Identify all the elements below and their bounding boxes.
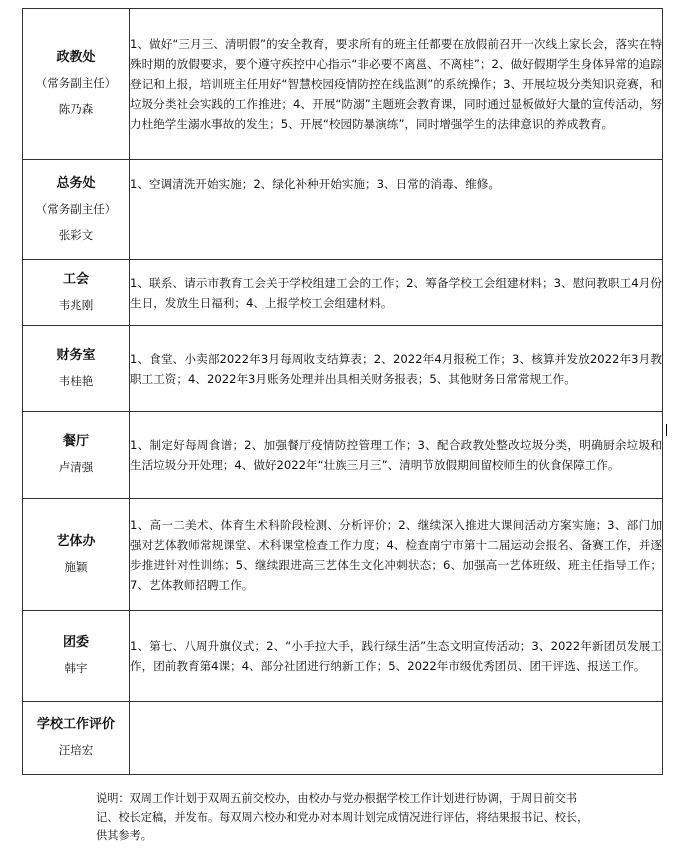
work-plan-table — [22, 8, 663, 775]
dept-name: 艺体办 — [56, 533, 96, 549]
task-content: 1、联系、请示市教育工会关于学校组建工会的工作；2、筹备学校工会组建材料；3、慰问教职工4月份生日，发放生日福利；4、上报学校工会组建材料。 — [130, 260, 663, 326]
footnote: 说明：双周工作计划于双周五前交校办，由校办与党办根据学校工作计划进行协调，于周日前交书记、校长定稿，并发布。每双周六校办和党办对本周计划完成情况进行评估，将结果报书记、校长，供其参考。 — [96, 792, 589, 842]
dept-cell — [23, 326, 130, 412]
table-row-arts-sports — [23, 499, 663, 611]
dept-name: 工会 — [62, 271, 89, 287]
table-row-general-affairs — [23, 160, 663, 260]
dept-person: 韦桂艳 — [58, 373, 94, 388]
task-content: 1、高一二美术、体育生术科阶段检测、分析评价；2、继续深入推进大课间活动方案实施；3、部门加强对艺体教师常规课堂、术科课堂检查工作力度；4、检查南宁市第十二届运动会报名、备赛工作，并逐步推进针对性训练；5、继续跟进高三艺体生文化冲刺状态；6、加强高一艺体班级、班主任指导工作；7、艺体教师招聘工作。 — [130, 499, 663, 611]
dept-role: （常务副主任） — [35, 76, 117, 90]
table-row-finance — [23, 326, 663, 412]
dept-person: 陈乃森 — [58, 102, 94, 116]
dept-cell — [23, 499, 130, 611]
dept-cell — [23, 9, 130, 160]
evaluation-content[interactable] — [130, 702, 663, 775]
dept-name: 学校工作评价 — [36, 717, 115, 732]
dept-name: 政教处 — [56, 50, 96, 65]
dept-person: 韩宇 — [64, 661, 88, 675]
dept-name: 财务室 — [56, 347, 96, 363]
task-content: 1、第七、八周升旗仪式；2、“小手拉大手，践行绿生活”生态文明宣传活动；3、2022年新团员发展工作，团前教育第4课；4、部分社团进行纳新工作；5、2022年市级优秀团员、团干评选、报送工作。 — [130, 611, 663, 702]
dept-cell — [23, 702, 130, 775]
dept-cell — [23, 412, 130, 499]
table-row-youth-league — [23, 611, 663, 702]
dept-name: 总务处 — [56, 175, 96, 191]
task-content: 1、制定好每周食谱；2、加强餐厅疫情防控管理工作；3、配合政教处整改垃圾分类，明确厨余垃圾和生活垃圾分开处理；4、做好2022年“壮族三月三”、清明节放假期间留校师生的伙食保障工作。 — [130, 412, 663, 499]
dept-person: 韦兆刚 — [58, 297, 94, 312]
dept-name: 餐厅 — [62, 434, 89, 449]
table-row-evaluation — [23, 702, 663, 775]
dept-person: 卢清强 — [58, 460, 94, 474]
table-row-political-education — [23, 9, 663, 160]
text-cursor — [666, 424, 667, 436]
task-content: 1、做好“三月三、清明假”的安全教育，要求所有的班主任都要在放假前召开一次线上家长会，落实在特殊时期的放假要求，要个遵守疾控中心指示“非必要不离邕、不离桂”；2、做好假期学生身体异常的追踪登记和上报，培训班主任用好“智慧校园疫情防控在线监测”的系统操作；3、开展垃圾分类知识竞赛，和垃圾分类社会实践的工作推进；4、开展“防溺”主题班会教育课，同时通过显板做好大量的宣传活动，努力杜绝学生溺水事故的发生；5、开展“校园防暴演练”，同时增强学生的法律意识的养成教育。 — [130, 9, 663, 160]
dept-cell — [23, 260, 130, 326]
dept-cell — [23, 160, 130, 260]
task-content: 1、空调清洗开始实施；2、绿化补种开始实施；3、日常的消毒、维修。 — [130, 160, 663, 260]
task-content: 1、食堂、小卖部2022年3月每周收支结算表；2、2022年4月报税工作；3、核算并发放2022年3月教职工工资；4、2022年3月账务处理并出具相关财务报表；5、其他财务日常常规工作。 — [130, 326, 663, 412]
dept-person: 张彩文 — [58, 227, 94, 242]
dept-name: 团委 — [62, 635, 89, 650]
table-row-canteen — [23, 412, 663, 499]
table-row-union — [23, 260, 663, 326]
dept-role: （常务副主任） — [35, 201, 117, 216]
dept-person: 施颖 — [64, 559, 88, 574]
dept-person: 汪培宏 — [58, 743, 94, 757]
dept-cell — [23, 611, 130, 702]
